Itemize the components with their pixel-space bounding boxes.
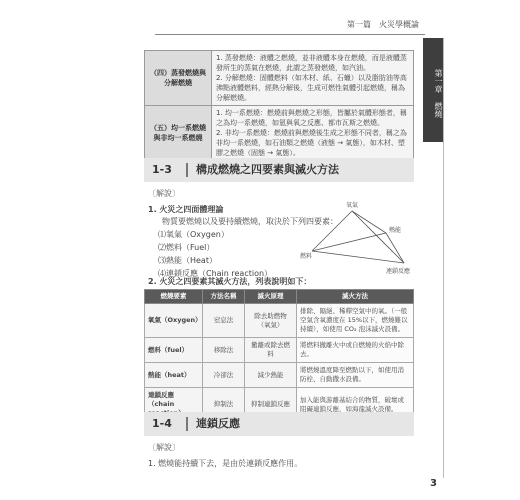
column-header: 燃燒要素	[145, 290, 203, 304]
table-row	[145, 338, 414, 363]
table-row	[145, 106, 414, 161]
section-title: 構成燃燒之四要素與滅火方法	[196, 163, 339, 176]
element-fuel: ⑵燃料（Fuel）	[158, 243, 215, 252]
column-header: 方法名稱	[203, 290, 245, 304]
tetrahedron-heading: 1. 火災之四面體理論	[148, 205, 224, 214]
column-header: 滅火方法	[297, 290, 414, 304]
cell-principle: 撤離或除去燃料	[245, 338, 297, 363]
explain-label: 〔解說〕	[148, 189, 180, 198]
cell-principle: 減少熱能	[245, 363, 297, 388]
element-chain-reaction: ⑷連鎖反應（Chain reaction）	[158, 269, 273, 278]
edge-line	[352, 211, 404, 263]
edge-line	[312, 233, 386, 251]
section-title: 連鎖反應	[196, 417, 240, 430]
edge-line	[352, 211, 386, 233]
table-row	[145, 363, 414, 388]
row-header: （四）蒸發燃燒與分解燃燒	[145, 51, 212, 106]
list-item: 1. 均一系燃燒：燃燒前與燃燒之形態，皆屬於氣體形態者，稱之為均一系燃燒，如氫與氧之反應、都市瓦斯之燃燒。	[216, 109, 407, 127]
combustion-types-table	[144, 50, 414, 161]
edge-line	[312, 251, 404, 263]
table-row	[145, 304, 414, 338]
explain-label: 〔解說〕	[148, 443, 180, 452]
section-number: 1-4	[144, 417, 188, 431]
cell-approach: 排除、隔絕、稀釋空氣中的氧。（一般空氣含氧濃度在 15%以下，燃燒難以持續），如使用 CO₂ 泡沫滅火設備。	[297, 304, 414, 338]
cell-approach: 加入能與游離基結合的物質，破壞或阻礙連鎖反應，如海龍滅火設備。	[297, 388, 414, 422]
list-item: 2. 非均一系燃燒：燃燒前與燃燒後生成之形態不同者，稱之為非均一系燃燒，如石油類之燃燒（液態 → 氣態），如木材、塑膠之燃燒（固態 → 氣態）。	[216, 129, 407, 157]
table-header-row	[145, 290, 414, 304]
section-heading-1-4	[144, 412, 414, 436]
cell-method: 冷卻法	[203, 363, 245, 388]
chapter-side-tab: 第一章 燃燒	[423, 38, 443, 142]
side-divider	[443, 38, 444, 478]
edge-line	[312, 211, 352, 251]
section-number: 1-3	[144, 163, 188, 177]
cell-approach: 將燃燒溫度降至燃點以下，如使用消防栓、自動撒水設備。	[297, 363, 414, 388]
running-header	[155, 18, 425, 35]
extinguishing-methods-table	[144, 289, 414, 422]
cell-method: 窒息法	[203, 304, 245, 338]
section-heading-1-3	[144, 158, 414, 182]
element-oxygen: ⑴氧氣（Oxygen）	[158, 230, 229, 239]
label-oxygen: 氧氣	[346, 202, 359, 209]
cell-element: 連鎖反應（chain	[145, 388, 203, 422]
list-item: 2. 分解燃燒：固體燃料（如木材、紙、石蠟）以及脂肪油等高沸點液體燃料，經熱分解後，生成可燃性氣體引起燃燒，稱為分解燃燒。	[216, 74, 407, 102]
row-header: （五）均一系燃燒與非均一系燃燒	[145, 106, 212, 161]
list-item: 1. 蒸發燃燒：液體之燃燒，並非液體本身在燃燒，而是液體蒸發所生的蒸氣在燃燒，此謂之蒸發燃燒，如汽油。	[216, 54, 407, 72]
cell-principle: 抑制連鎖反應	[245, 388, 297, 422]
row-body	[212, 106, 414, 161]
table-row	[145, 51, 414, 106]
cell-principle: 除去助燃物（氧氣）	[245, 304, 297, 338]
label-fuel: 燃料	[300, 253, 313, 260]
tetrahedron-intro: 物質要燃燒以及要持續燃燒，取決於下列四要素：	[162, 217, 338, 226]
closing-text: 1. 燃燒能持續下去，是由於連鎖反應作用。	[148, 459, 303, 468]
cell-method: 抑制法	[203, 388, 245, 422]
cell-element: 氧氣（Oxygen）	[145, 304, 203, 338]
column-header: 滅火原理	[245, 290, 297, 304]
label-chain-reaction: 連鎖反應	[386, 268, 411, 275]
fire-tetrahedron-diagram	[300, 197, 420, 275]
cell-element: 熱能（heat）	[145, 363, 203, 388]
extinguish-table-heading: 2. 火災之四要素其滅火方法，列表說明如下：	[148, 277, 312, 286]
row-body	[212, 51, 414, 106]
running-title: 第一篇 火災學概論	[347, 20, 419, 29]
page-number: 3	[430, 478, 437, 489]
element-heat: ⑶熱能（Heat）	[158, 256, 217, 265]
cell-approach: 將燃料撤離火中或自燃燒的火焰中除去。	[297, 338, 414, 363]
cell-method: 移除法	[203, 338, 245, 363]
cell-element: 燃料（fuel）	[145, 338, 203, 363]
label-heat: 熱能	[389, 227, 402, 234]
